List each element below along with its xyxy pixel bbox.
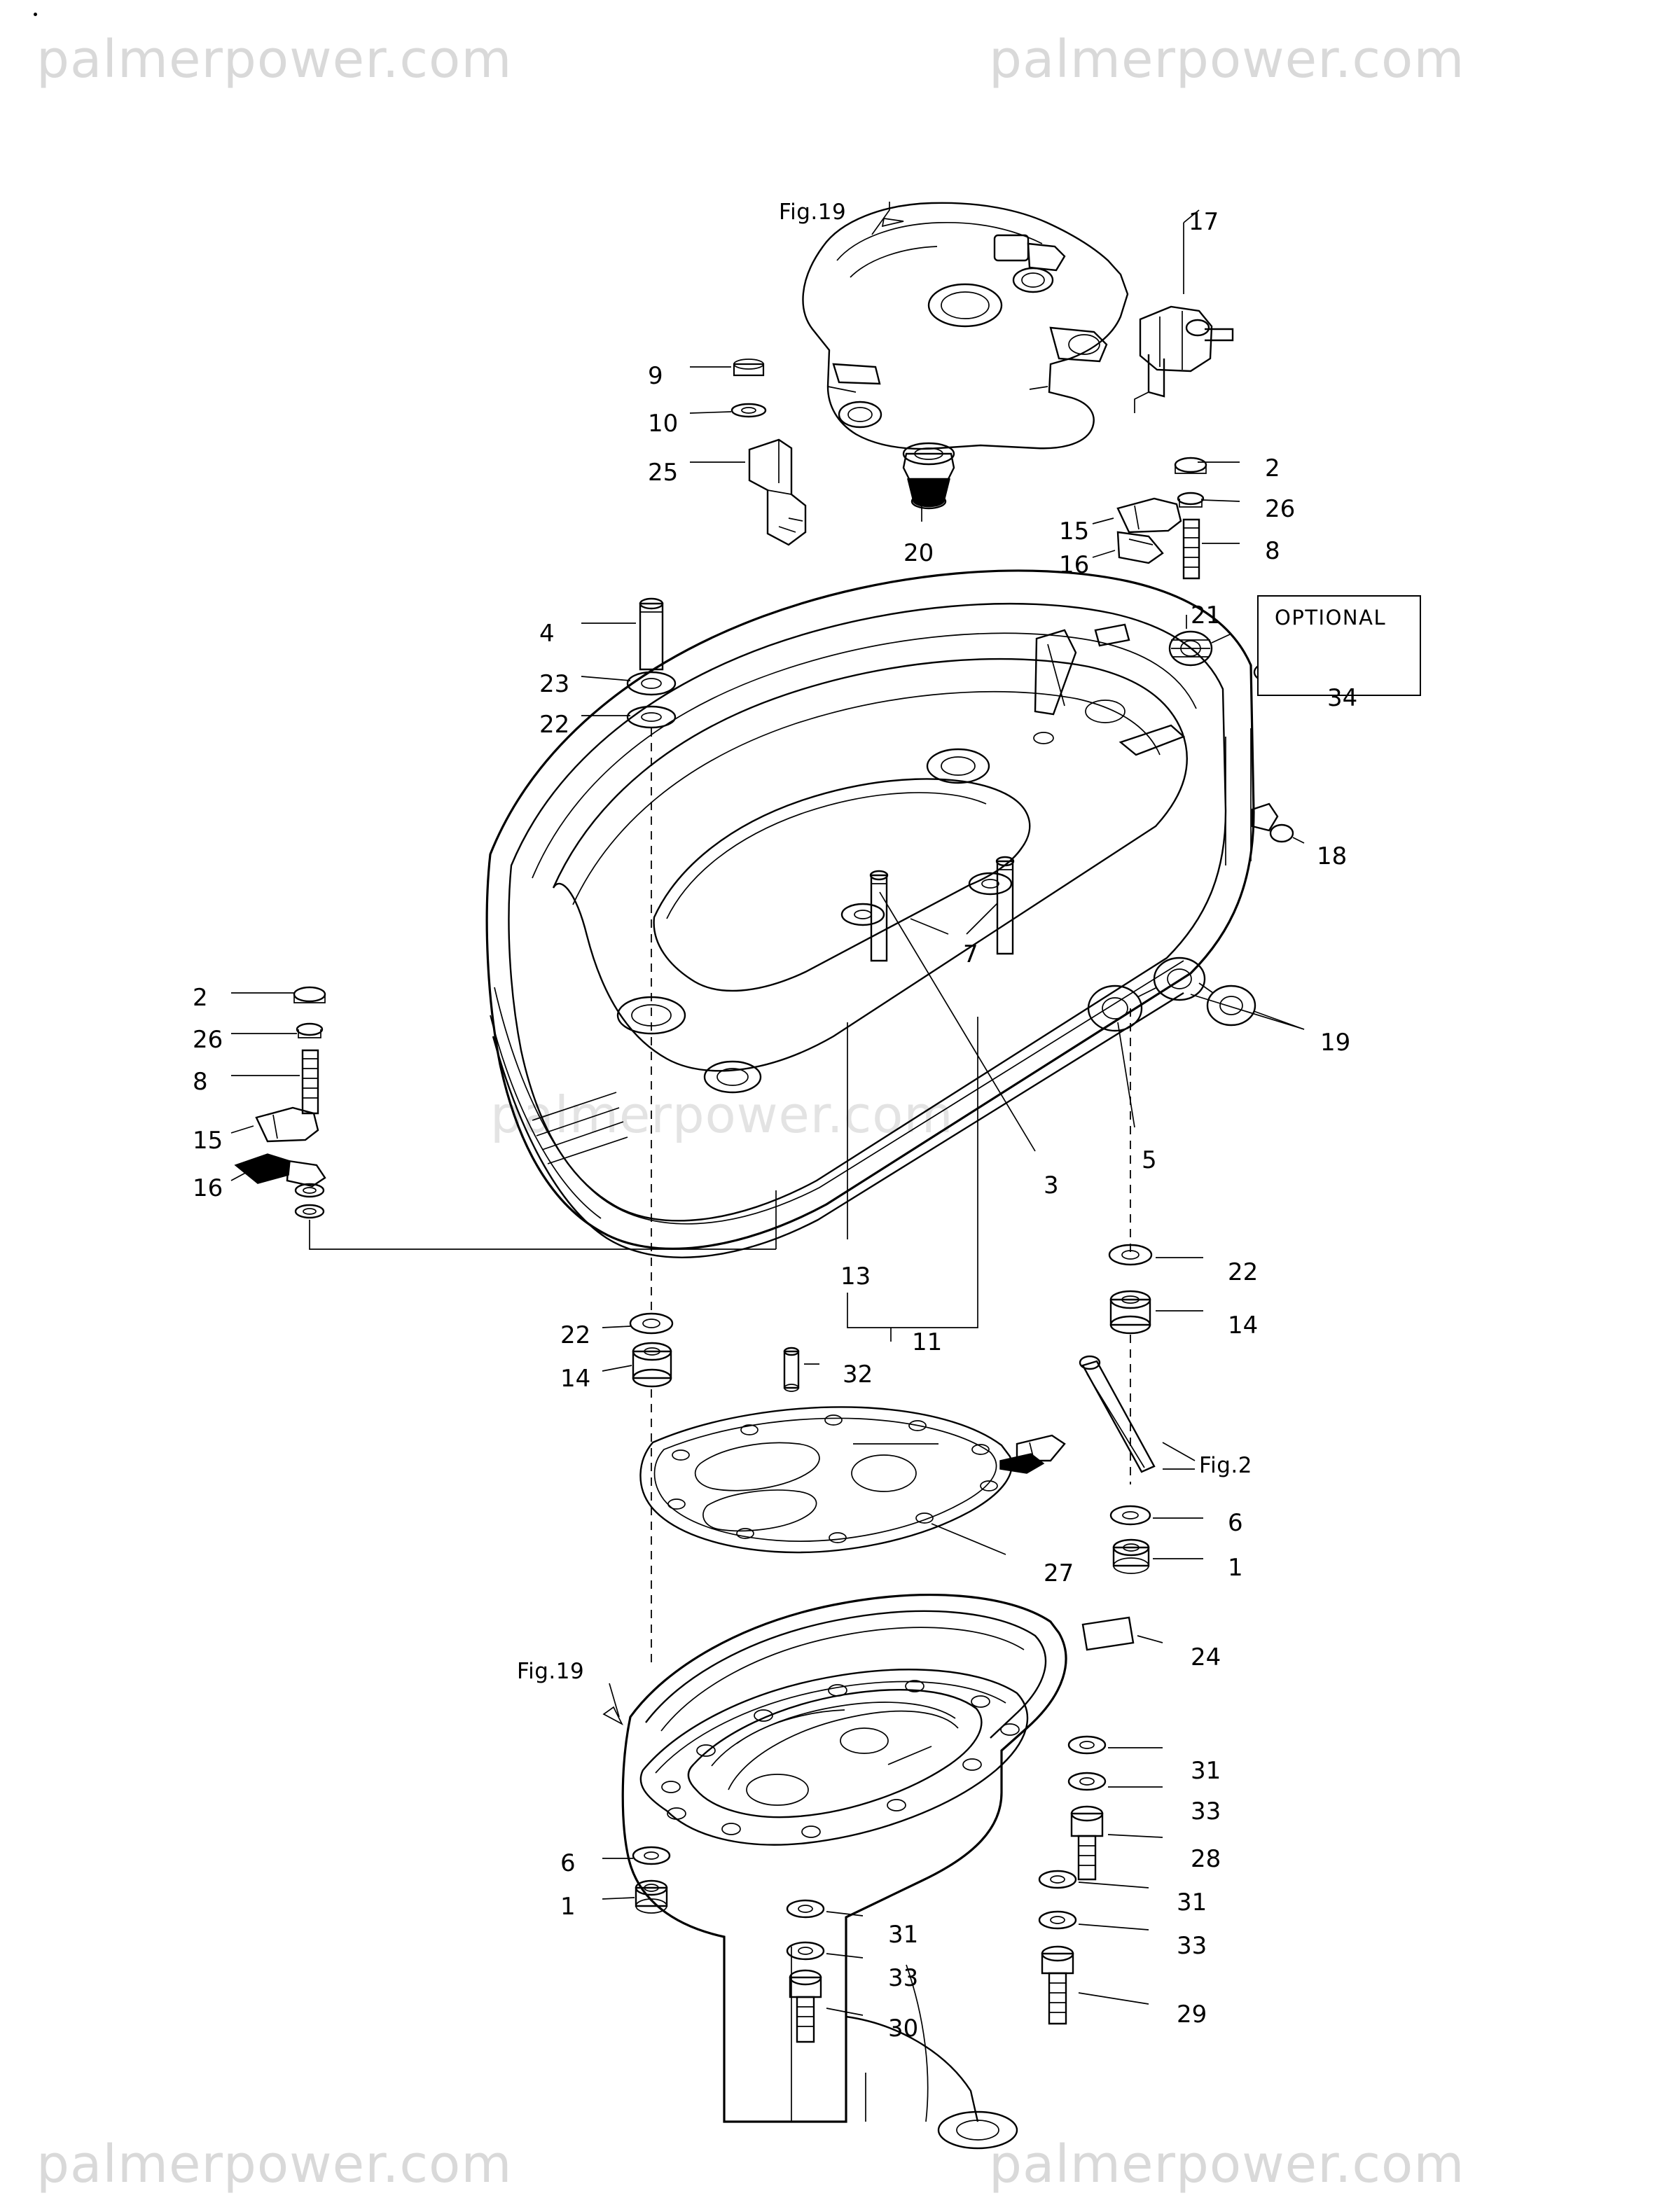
callout-number[interactable]: 28 <box>1191 1845 1221 1873</box>
callout-number[interactable]: 16 <box>193 1174 223 1202</box>
callout-number[interactable]: 14 <box>1228 1312 1259 1340</box>
gasket-27 <box>640 1407 1011 1552</box>
callout-number[interactable]: 11 <box>912 1328 943 1356</box>
callout-number[interactable]: 25 <box>648 459 679 487</box>
callout-number[interactable]: 8 <box>1265 537 1280 565</box>
hardware-6-1-left <box>633 1847 670 1913</box>
callout-number[interactable]: 16 <box>1059 551 1090 579</box>
callout-number[interactable]: 33 <box>1177 1932 1207 1960</box>
part-17-bracket <box>1135 307 1233 413</box>
bolts-7 <box>842 857 1013 961</box>
fig2-link <box>1000 1356 1154 1473</box>
callout-number[interactable]: 29 <box>1177 2001 1207 2029</box>
fig-ref-19-top[interactable]: Fig.19 <box>779 200 847 225</box>
callout-number[interactable]: 30 <box>888 2015 919 2043</box>
callout-number[interactable]: 7 <box>963 940 978 968</box>
grommets-19 <box>1088 958 1255 1031</box>
watermark-top-left: palmerpower.com <box>36 29 513 90</box>
callout-number[interactable]: 4 <box>539 620 555 648</box>
callout-number[interactable]: 9 <box>648 362 663 390</box>
callout-number[interactable]: 22 <box>1228 1258 1259 1286</box>
bolt-4-column <box>628 599 675 728</box>
watermark-bottom-left: palmerpower.com <box>36 2134 513 2194</box>
callout-number[interactable]: 24 <box>1191 1643 1221 1671</box>
hardware-31-33-28 <box>1069 1737 1105 1879</box>
callout-number[interactable]: 1 <box>1228 1554 1243 1582</box>
watermark-top-right: palmerpower.com <box>989 29 1465 90</box>
part-24-plate <box>1083 1618 1133 1650</box>
left-clip-cluster <box>235 987 325 1218</box>
callout-number[interactable]: 17 <box>1189 208 1219 236</box>
callout-number[interactable]: 19 <box>1320 1029 1351 1057</box>
callout-number[interactable]: 6 <box>560 1849 576 1877</box>
callout-number[interactable]: 31 <box>888 1921 919 1949</box>
callout-number[interactable]: 21 <box>1191 601 1221 629</box>
part-21-grommet <box>1170 632 1230 665</box>
callout-number[interactable]: 22 <box>560 1321 591 1349</box>
part-25-bracket <box>749 440 805 545</box>
callout-number[interactable]: 5 <box>1142 1146 1157 1174</box>
hardware-22-14-right <box>1109 1245 1151 1333</box>
callout-number[interactable]: 2 <box>193 984 208 1012</box>
callout-number[interactable]: 3 <box>1044 1171 1059 1199</box>
callout-number[interactable]: 15 <box>193 1127 223 1155</box>
callout-number[interactable]: 32 <box>843 1361 873 1389</box>
upper-bracket-assembly <box>803 203 1128 508</box>
callout-number[interactable]: 20 <box>903 539 934 567</box>
callout-number[interactable]: 33 <box>1191 1797 1221 1825</box>
callout-number[interactable]: 23 <box>539 670 570 698</box>
callout-number[interactable]: 10 <box>648 410 679 438</box>
callout-number[interactable]: 13 <box>840 1262 871 1291</box>
watermark-bottom-right: palmerpower.com <box>989 2134 1465 2194</box>
callout-number[interactable]: 34 <box>1327 684 1358 712</box>
hardware-9-10 <box>732 359 766 417</box>
callout-number[interactable]: 14 <box>560 1365 591 1393</box>
callout-number[interactable]: 8 <box>193 1068 208 1096</box>
callout-number[interactable]: 6 <box>1228 1509 1243 1537</box>
callout-number[interactable]: 15 <box>1059 517 1090 545</box>
hardware-31-33-29 <box>1039 1871 1076 2024</box>
right-clip-cluster <box>1118 458 1206 578</box>
upper-casing <box>623 1595 1066 2148</box>
hardware-31-33-30 <box>787 1900 824 2042</box>
callout-number[interactable]: 22 <box>539 711 570 739</box>
fig-ref-19-bottom[interactable]: Fig.19 <box>517 1659 585 1684</box>
bottom-cowling <box>487 571 1293 1258</box>
callout-number[interactable]: 18 <box>1317 842 1348 870</box>
part-32-dowel <box>784 1348 798 1391</box>
watermark-center: palmerpower.com <box>490 1085 954 1144</box>
hardware-6-1-right <box>1111 1506 1150 1573</box>
callout-number[interactable]: 27 <box>1044 1559 1074 1587</box>
callout-number[interactable]: 1 <box>560 1893 576 1921</box>
callout-number[interactable]: 2 <box>1265 454 1280 482</box>
fig-ref-2[interactable]: Fig.2 <box>1199 1453 1252 1478</box>
callout-number[interactable]: 31 <box>1177 1888 1207 1917</box>
optional-box-label: OPTIONAL <box>1275 606 1387 629</box>
callout-number[interactable]: 31 <box>1191 1757 1221 1785</box>
callout-number[interactable]: 26 <box>1265 495 1296 523</box>
callout-number[interactable]: 33 <box>888 1964 919 1992</box>
hardware-22-14-left <box>630 1314 672 1386</box>
callout-number[interactable]: 26 <box>193 1026 223 1054</box>
